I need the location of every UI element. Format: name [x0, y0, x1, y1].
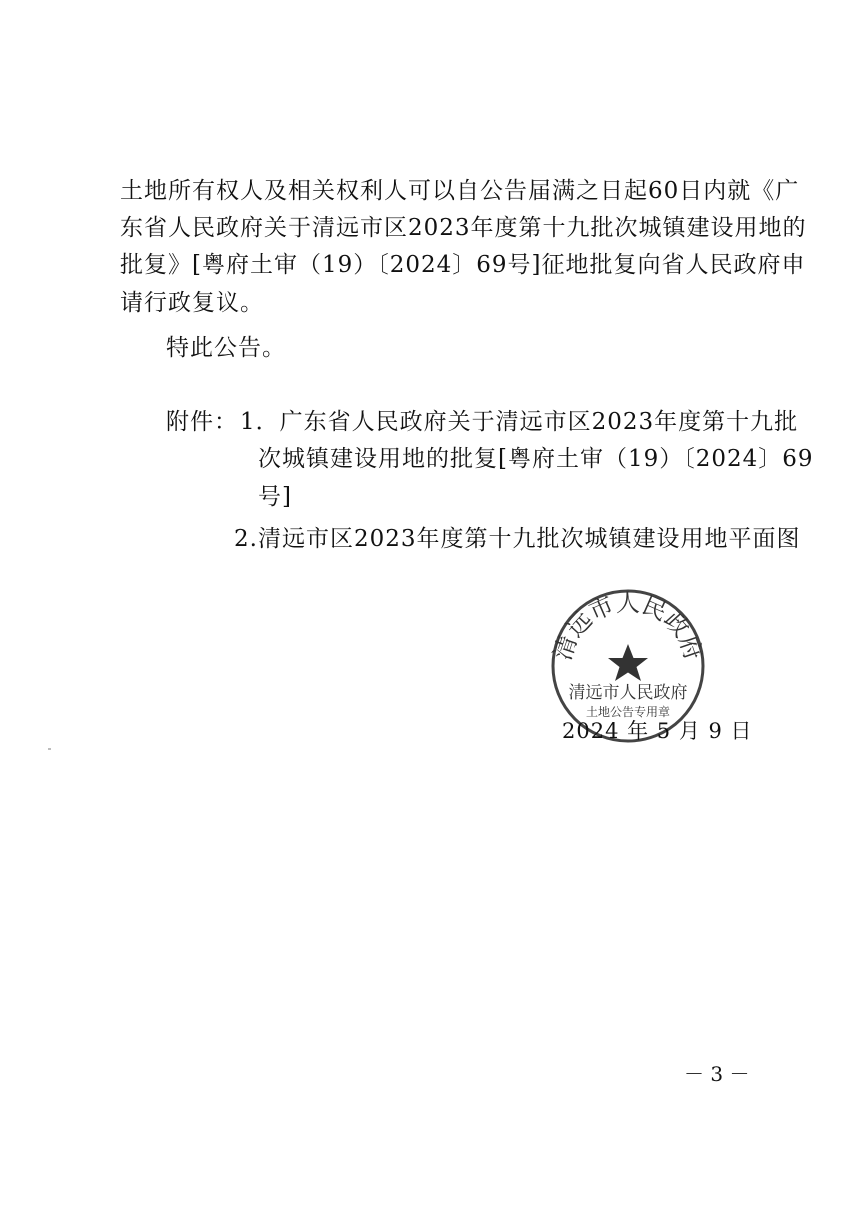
attachment-item-2: 2.清远市区2023年度第十九批次城镇建设用地平面图	[234, 526, 801, 552]
attachment-item-1-line-3: 号]	[258, 484, 292, 510]
seal-sub-text: 土地公告专用章	[585, 705, 671, 719]
paragraph-line-4: 请行政复议。	[120, 290, 264, 316]
seal-arc-text: 清远市人民政府	[548, 588, 708, 664]
attachment-item-1-line-1: 1．广东省人民政府关于清远市区2023年度第十九批	[240, 409, 799, 435]
scan-speck	[48, 748, 51, 750]
closing-text: 特此公告。	[166, 335, 286, 361]
paragraph-line-2: 东省人民政府关于清远市区2023年度第十九批次城镇建设用地的	[120, 215, 807, 241]
seal-center-text: 清远市人民政府	[568, 683, 688, 703]
paragraph-line-3: 批复》[粤府土审（19）〔2024〕69号]征地批复向省人民政府申	[120, 252, 806, 278]
attachment-item-1-line-2: 次城镇建设用地的批复[粤府土审（19）〔2024〕69	[258, 446, 814, 472]
page-number: － 3 －	[684, 1062, 750, 1086]
seal-star-icon	[608, 644, 648, 681]
signature-date: 2024 年 5 月 9 日	[562, 719, 753, 743]
attachment-prefix: 附件：	[166, 409, 238, 435]
paragraph-line-1: 土地所有权人及相关权利人可以自公告届满之日起60日内就《广	[120, 178, 800, 204]
